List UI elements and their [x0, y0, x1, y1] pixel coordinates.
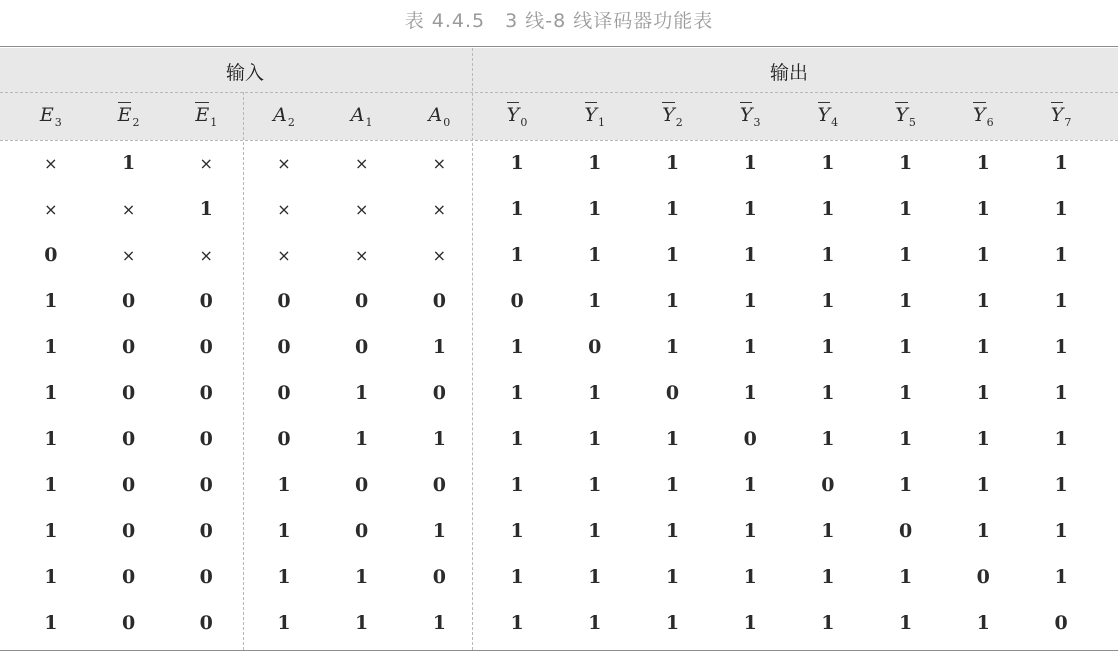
table-cell: 1: [976, 428, 990, 450]
table-cell: 1: [510, 198, 524, 220]
table-caption: 表 4.4.5 3 线-8 线译码器功能表: [404, 10, 714, 32]
table-cell: 1: [1054, 290, 1068, 312]
table-cell: 1: [821, 290, 835, 312]
table-cell: 1: [44, 474, 58, 496]
table-cell: 0: [121, 382, 136, 404]
table-cell: 1: [1054, 152, 1068, 174]
table-cell: ×: [432, 245, 447, 265]
table-cell: 1: [665, 612, 680, 634]
table-cell: 1: [199, 198, 213, 220]
table-cell: 1: [1054, 428, 1068, 450]
table-cell: 1: [510, 336, 524, 358]
column-header-row: [12, 92, 1100, 140]
table-row: [12, 278, 1100, 324]
table-cell: 1: [821, 152, 835, 174]
table-cell: 0: [588, 336, 602, 358]
table-cell: 0: [355, 474, 369, 496]
table-cell: 0: [432, 290, 446, 312]
table-row: [12, 462, 1100, 508]
table-cell: 0: [510, 290, 524, 312]
table-cell: ×: [354, 245, 369, 265]
table-cell: ×: [354, 199, 369, 219]
table-cell: 1: [898, 612, 913, 634]
table-cell: 1: [44, 382, 58, 404]
table-cell: 0: [355, 336, 369, 358]
input-group-header: 输入: [225, 62, 264, 84]
table-cell: ×: [44, 153, 58, 173]
table-cell: 0: [976, 566, 990, 588]
table-cell: 1: [588, 566, 602, 588]
table-cell: 1: [665, 336, 680, 358]
table-cell: 1: [44, 612, 58, 634]
table-cell: 1: [1054, 244, 1068, 266]
table-cell: 1: [588, 382, 602, 404]
column-header-y7-bar: $Y_7$: [1050, 103, 1072, 129]
table-row: [12, 508, 1100, 554]
table-cell: 0: [121, 566, 136, 588]
column-header-a1: $A_1$: [350, 103, 373, 129]
table-cell: 1: [588, 474, 602, 496]
table-cell: 1: [665, 152, 680, 174]
table-cell: 1: [588, 612, 602, 634]
table-cell: 0: [121, 520, 136, 542]
table-cell: ×: [432, 153, 447, 173]
table-cell: 1: [432, 520, 446, 542]
table-cell: 1: [821, 336, 835, 358]
table-cell: ×: [44, 199, 58, 219]
table-cell: 1: [821, 244, 835, 266]
table-cell: 0: [199, 474, 213, 496]
table-row: [12, 370, 1100, 416]
table-row: [12, 186, 1100, 232]
table-cell: 1: [665, 244, 680, 266]
table-cell: 0: [665, 382, 680, 404]
table-cell: 1: [510, 428, 524, 450]
table-cell: 1: [821, 612, 835, 634]
table-cell: 1: [44, 428, 58, 450]
table-row: [12, 416, 1100, 462]
table-cell: 0: [432, 382, 446, 404]
table-cell: 1: [121, 152, 136, 174]
table-cell: 1: [743, 198, 757, 220]
table-cell: 1: [355, 566, 369, 588]
table-cell: 1: [898, 382, 913, 404]
table-cell: 1: [898, 566, 913, 588]
table-cell: 0: [277, 428, 291, 450]
table-cell: 0: [199, 566, 213, 588]
table-cell: ×: [121, 199, 136, 219]
table-cell: 1: [355, 428, 369, 450]
table-cell: 1: [743, 244, 757, 266]
table-row: [12, 140, 1100, 186]
table-cell: 1: [976, 382, 990, 404]
table-cell: 1: [588, 520, 602, 542]
table-cell: 0: [199, 382, 213, 404]
table-cell: 1: [1054, 474, 1068, 496]
table-cell: 1: [976, 474, 990, 496]
table-cell: 1: [743, 336, 757, 358]
table-cell: 1: [588, 290, 602, 312]
table-cell: 1: [821, 566, 835, 588]
table-cell: 1: [277, 474, 291, 496]
table-cell: 0: [199, 612, 213, 634]
table-cell: 1: [743, 382, 757, 404]
column-header-y0-bar: $Y_0$: [506, 103, 528, 129]
table-row: [12, 554, 1100, 600]
column-header-y5-bar: $Y_5$: [895, 103, 916, 129]
table-cell: 1: [743, 290, 757, 312]
table-cell: 1: [510, 566, 524, 588]
table-cell: ×: [199, 245, 213, 265]
table-cell: 1: [665, 520, 680, 542]
table-cell: 0: [199, 428, 213, 450]
table-cell: 0: [121, 290, 136, 312]
column-header-e1-bar: $E_1$: [195, 103, 218, 129]
table-row: [12, 232, 1100, 278]
column-header-y1-bar: $Y_1$: [584, 103, 606, 129]
table-cell: 1: [277, 612, 291, 634]
table-cell: 1: [898, 474, 913, 496]
table-cell: 1: [44, 290, 58, 312]
table-cell: 1: [665, 428, 680, 450]
column-header-e3: $E_3$: [39, 103, 62, 129]
table-cell: 1: [665, 474, 680, 496]
truth-table: [12, 92, 1100, 646]
table-cell: 1: [976, 290, 990, 312]
table-cell: 0: [898, 520, 913, 542]
table-cell: 0: [1054, 612, 1068, 634]
table-cell: 1: [1054, 382, 1068, 404]
table-cell: 1: [976, 198, 990, 220]
table-cell: 1: [665, 198, 680, 220]
output-group-header: 输出: [769, 62, 808, 84]
table-cell: 1: [588, 244, 602, 266]
table-cell: ×: [121, 245, 136, 265]
table-cell: 1: [898, 290, 913, 312]
table-cell: 1: [743, 474, 757, 496]
table-cell: 0: [199, 290, 213, 312]
table-cell: 1: [898, 152, 913, 174]
table-cell: 1: [44, 566, 58, 588]
table-cell: 1: [588, 428, 602, 450]
table-cell: 1: [44, 336, 58, 358]
table-cell: 0: [277, 382, 291, 404]
table-cell: 1: [355, 382, 369, 404]
table-cell: 1: [432, 336, 446, 358]
table-cell: 1: [743, 566, 757, 588]
table-cell: 1: [665, 290, 680, 312]
table-cell: 1: [976, 520, 990, 542]
column-header-y6-bar: $Y_6$: [973, 103, 994, 129]
table-cell: 1: [743, 612, 757, 634]
table-cell: 1: [588, 152, 602, 174]
table-cell: 1: [976, 244, 990, 266]
table-cell: 1: [277, 520, 291, 542]
table-cell: 1: [665, 566, 680, 588]
table-cell: 1: [510, 244, 524, 266]
table-row: [12, 324, 1100, 370]
table-cell: 1: [510, 152, 524, 174]
column-header-y4-bar: $Y_4$: [817, 103, 839, 129]
table-cell: 1: [277, 566, 291, 588]
column-header-a0: $A_0$: [428, 103, 451, 129]
table-cell: ×: [354, 153, 369, 173]
table-cell: 0: [277, 336, 291, 358]
column-header-y3-bar: $Y_3$: [739, 103, 761, 129]
table-cell: 0: [121, 474, 136, 496]
table-cell: 0: [355, 290, 369, 312]
table-cell: ×: [277, 153, 291, 173]
table-cell: 1: [976, 336, 990, 358]
table-cell: 1: [821, 428, 835, 450]
table-cell: 0: [432, 474, 446, 496]
table-cell: 0: [743, 428, 757, 450]
table-cell: 1: [510, 612, 524, 634]
table-cell: 1: [510, 474, 524, 496]
table-cell: 0: [199, 520, 213, 542]
table-cell: ×: [277, 245, 291, 265]
table-cell: 1: [1054, 198, 1068, 220]
table-cell: 1: [1054, 336, 1068, 358]
table-cell: 1: [898, 428, 913, 450]
table-cell: 1: [432, 428, 446, 450]
table-cell: 0: [121, 428, 136, 450]
table-cell: 1: [44, 520, 58, 542]
column-header-e2-bar: $E_2$: [117, 103, 140, 129]
table-row: [12, 600, 1100, 646]
table-cell: 1: [976, 612, 990, 634]
table-cell: 0: [199, 336, 213, 358]
table-cell: 0: [121, 336, 136, 358]
table-cell: 0: [355, 520, 369, 542]
table-cell: 1: [432, 612, 446, 634]
table-cell: 1: [821, 198, 835, 220]
table-cell: 0: [821, 474, 835, 496]
table-cell: 1: [743, 152, 757, 174]
table-cell: 1: [976, 152, 990, 174]
table-cell: 1: [821, 382, 835, 404]
table-cell: ×: [199, 153, 213, 173]
bottom-rule: [0, 650, 1118, 651]
table-cell: 1: [588, 198, 602, 220]
table-cell: 1: [898, 336, 913, 358]
table-cell: 1: [898, 244, 913, 266]
table-cell: 1: [898, 198, 913, 220]
table-cell: 1: [1054, 520, 1068, 542]
table-cell: ×: [432, 199, 447, 219]
top-rule: [0, 46, 1118, 47]
table-cell: 1: [510, 520, 524, 542]
column-header-y2-bar: $Y_2$: [662, 103, 683, 129]
table-cell: 0: [121, 612, 136, 634]
table-cell: ×: [277, 199, 291, 219]
table-cell: 0: [44, 244, 58, 266]
column-header-a2: $A_2$: [273, 103, 295, 129]
table-cell: 0: [432, 566, 446, 588]
table-cell: 0: [277, 290, 291, 312]
table-cell: 1: [1054, 566, 1068, 588]
table-cell: 1: [355, 612, 369, 634]
table-cell: 1: [821, 520, 835, 542]
table-cell: 1: [743, 520, 757, 542]
table-cell: 1: [510, 382, 524, 404]
